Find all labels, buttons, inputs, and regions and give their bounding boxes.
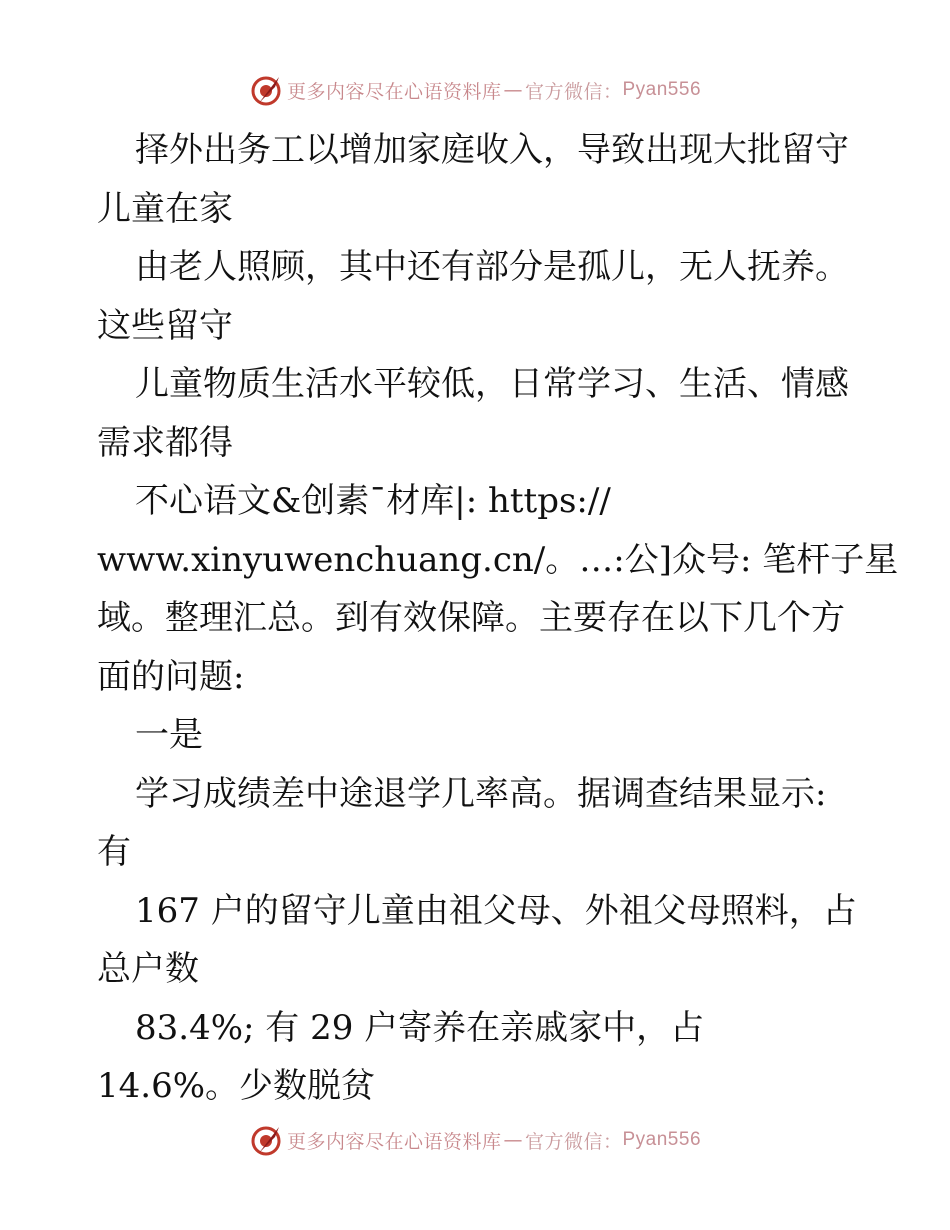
text-line: 不心语文&创素¯材库|: https:// xyxy=(135,481,611,521)
text-line: www.xinyuwenchuang.cn/。…:公]众号: 笔杆子星 xyxy=(97,539,899,580)
banner-wechat-handle: Pyan556 xyxy=(622,1129,702,1150)
text-line: 儿童在家 xyxy=(97,188,233,229)
text-line: 儿童物质生活水平较低，日常学习、生活、情感 xyxy=(135,364,849,404)
banner-dash: — xyxy=(503,79,523,101)
banner-promo-text: 更多内容尽在心语资料库 xyxy=(286,1130,502,1153)
text-line: 域。整理汇总。到有效保障。主要存在以下几个方 xyxy=(97,598,845,638)
footer-banner xyxy=(0,1120,950,1160)
header-banner xyxy=(0,70,950,110)
text-line: 总户数 xyxy=(97,949,199,989)
text-line: 择外出务工以增加家庭收入，导致出现大批留守 xyxy=(135,130,849,170)
text-line: 学习成绩差中途退学几率高。据调查结果显示: xyxy=(135,773,827,814)
text-line: 面的问题: xyxy=(97,656,245,697)
text-line: 14.6%。少数脱贫 xyxy=(97,1066,376,1106)
quill-logo-icon xyxy=(249,73,283,107)
banner-promo-text: 更多内容尽在心语资料库 xyxy=(286,80,502,103)
body-text xyxy=(97,121,899,1116)
banner-wechat-label: 官方微信： xyxy=(524,80,623,103)
text-line: 这些留守 xyxy=(97,305,233,346)
text-line: 83.4%; 有 29 户寄养在亲戚家中，占 xyxy=(135,1007,705,1048)
quill-logo-icon xyxy=(249,1123,283,1157)
text-line: 需求都得 xyxy=(97,422,233,463)
banner-dash: — xyxy=(503,1129,523,1151)
banner-wechat-label: 官方微信： xyxy=(524,1130,623,1153)
banner-wechat-handle: Pyan556 xyxy=(622,79,702,100)
text-line: 由老人照顾，其中还有部分是孤儿，无人抚养。 xyxy=(135,247,849,287)
text-line: 有 xyxy=(97,832,131,872)
text-line: 167 户的留守儿童由祖父母、外祖父母照料，占 xyxy=(135,890,857,931)
text-line: 一是 xyxy=(135,715,203,755)
